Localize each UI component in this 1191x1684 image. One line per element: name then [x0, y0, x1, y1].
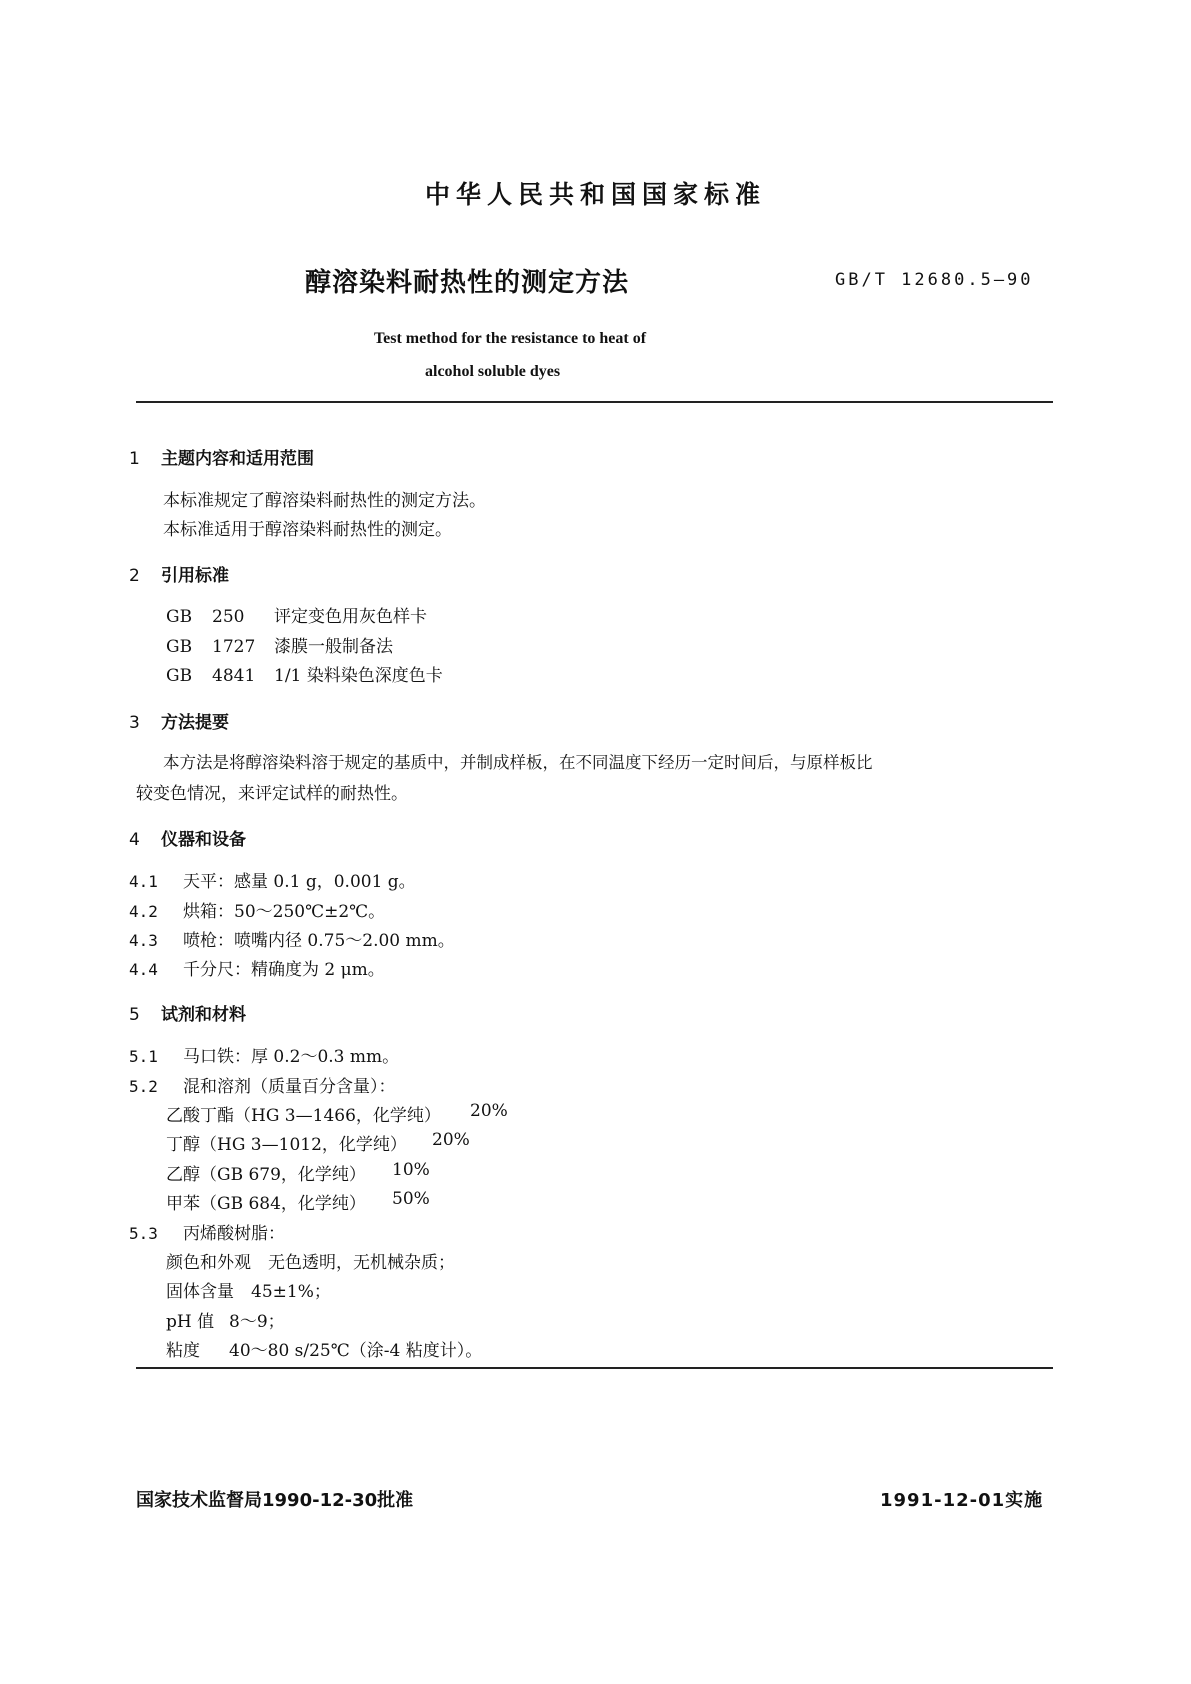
solvent-percent: 10% — [392, 1160, 430, 1180]
document-title: 醇溶染料耐热性的测定方法 — [305, 268, 630, 298]
solvent-name: 甲苯（GB 684，化学纯） — [166, 1194, 366, 1214]
clause-5-1: 5.1 马口铁：厚 0.2～0.3 mm。 — [129, 1047, 400, 1067]
resin-property-value: 无色透明，无机械杂质； — [268, 1253, 455, 1273]
implementation-date: 1991-12-01实施 — [880, 1490, 1044, 1511]
english-title-line2: alcohol soluble dyes — [425, 363, 561, 380]
solvent-name: 乙酸丁酯（HG 3—1466，化学纯） — [166, 1106, 441, 1126]
paragraph: 本标准规定了醇溶染料耐热性的测定方法。 — [163, 491, 486, 511]
reference-standard: GB 250 评定变色用灰色样卡 — [166, 607, 427, 627]
paragraph: 本方法是将醇溶染料溶于规定的基质中，并制成样板，在不同温度下经历一定时间后，与原样板比 — [163, 753, 873, 772]
clause-4-1: 4.1 天平：感量 0.1 g，0.001 g。 — [129, 872, 416, 892]
clause-4-4: 4.4 千分尺：精确度为 2 μm。 — [129, 960, 385, 980]
standard-number: GB/T 12680.5—90 — [835, 270, 1034, 290]
english-title-line1: Test method for the resistance to heat of — [373, 330, 647, 347]
resin-property-label: 固体含量 — [166, 1282, 234, 1302]
resin-property-label: 粘度 — [166, 1341, 200, 1361]
paragraph: 本标准适用于醇溶染料耐热性的测定。 — [163, 520, 452, 540]
section-heading: 4 仪器和设备 — [129, 830, 246, 850]
solvent-percent: 20% — [470, 1101, 508, 1121]
section-heading: 1 主题内容和适用范围 — [129, 449, 314, 469]
clause-5-3: 5.3 丙烯酸树脂： — [129, 1224, 285, 1244]
solvent-name: 丁醇（HG 3—1012，化学纯） — [166, 1135, 407, 1155]
resin-property-value: 40～80 s/25℃（涂-4 粘度计）。 — [229, 1341, 483, 1361]
reference-standard: GB 1727 漆膜一般制备法 — [166, 637, 393, 657]
solvent-name: 乙醇（GB 679，化学纯） — [166, 1165, 366, 1185]
section-heading: 3 方法提要 — [129, 713, 229, 733]
reference-standard: GB 4841 1/1 染料染色深度色卡 — [166, 666, 443, 686]
clause-4-3: 4.3 喷枪：喷嘴内径 0.75～2.00 mm。 — [129, 931, 455, 951]
section-heading: 5 试剂和材料 — [129, 1005, 246, 1025]
section-heading: 2 引用标准 — [129, 566, 229, 586]
resin-property-value: 45±1%； — [251, 1282, 331, 1302]
footer-divider — [136, 1367, 1053, 1369]
approval-date: 国家技术监督局1990-12-30批准 — [136, 1490, 414, 1511]
solvent-percent: 50% — [392, 1189, 430, 1209]
resin-property-label: pH 值 — [166, 1312, 215, 1332]
header-divider — [136, 401, 1053, 403]
resin-property-label: 颜色和外观 — [166, 1253, 251, 1273]
resin-property-value: 8～9； — [229, 1312, 285, 1332]
clause-5-2: 5.2 混和溶剂（质量百分含量）： — [129, 1077, 396, 1097]
solvent-percent: 20% — [432, 1130, 470, 1150]
clause-4-2: 4.2 烘箱：50～250℃±2℃。 — [129, 902, 386, 922]
paragraph: 较变色情况，来评定试样的耐热性。 — [136, 784, 408, 804]
national-standard-heading: 中华人民共和国国家标准 — [424, 180, 766, 209]
